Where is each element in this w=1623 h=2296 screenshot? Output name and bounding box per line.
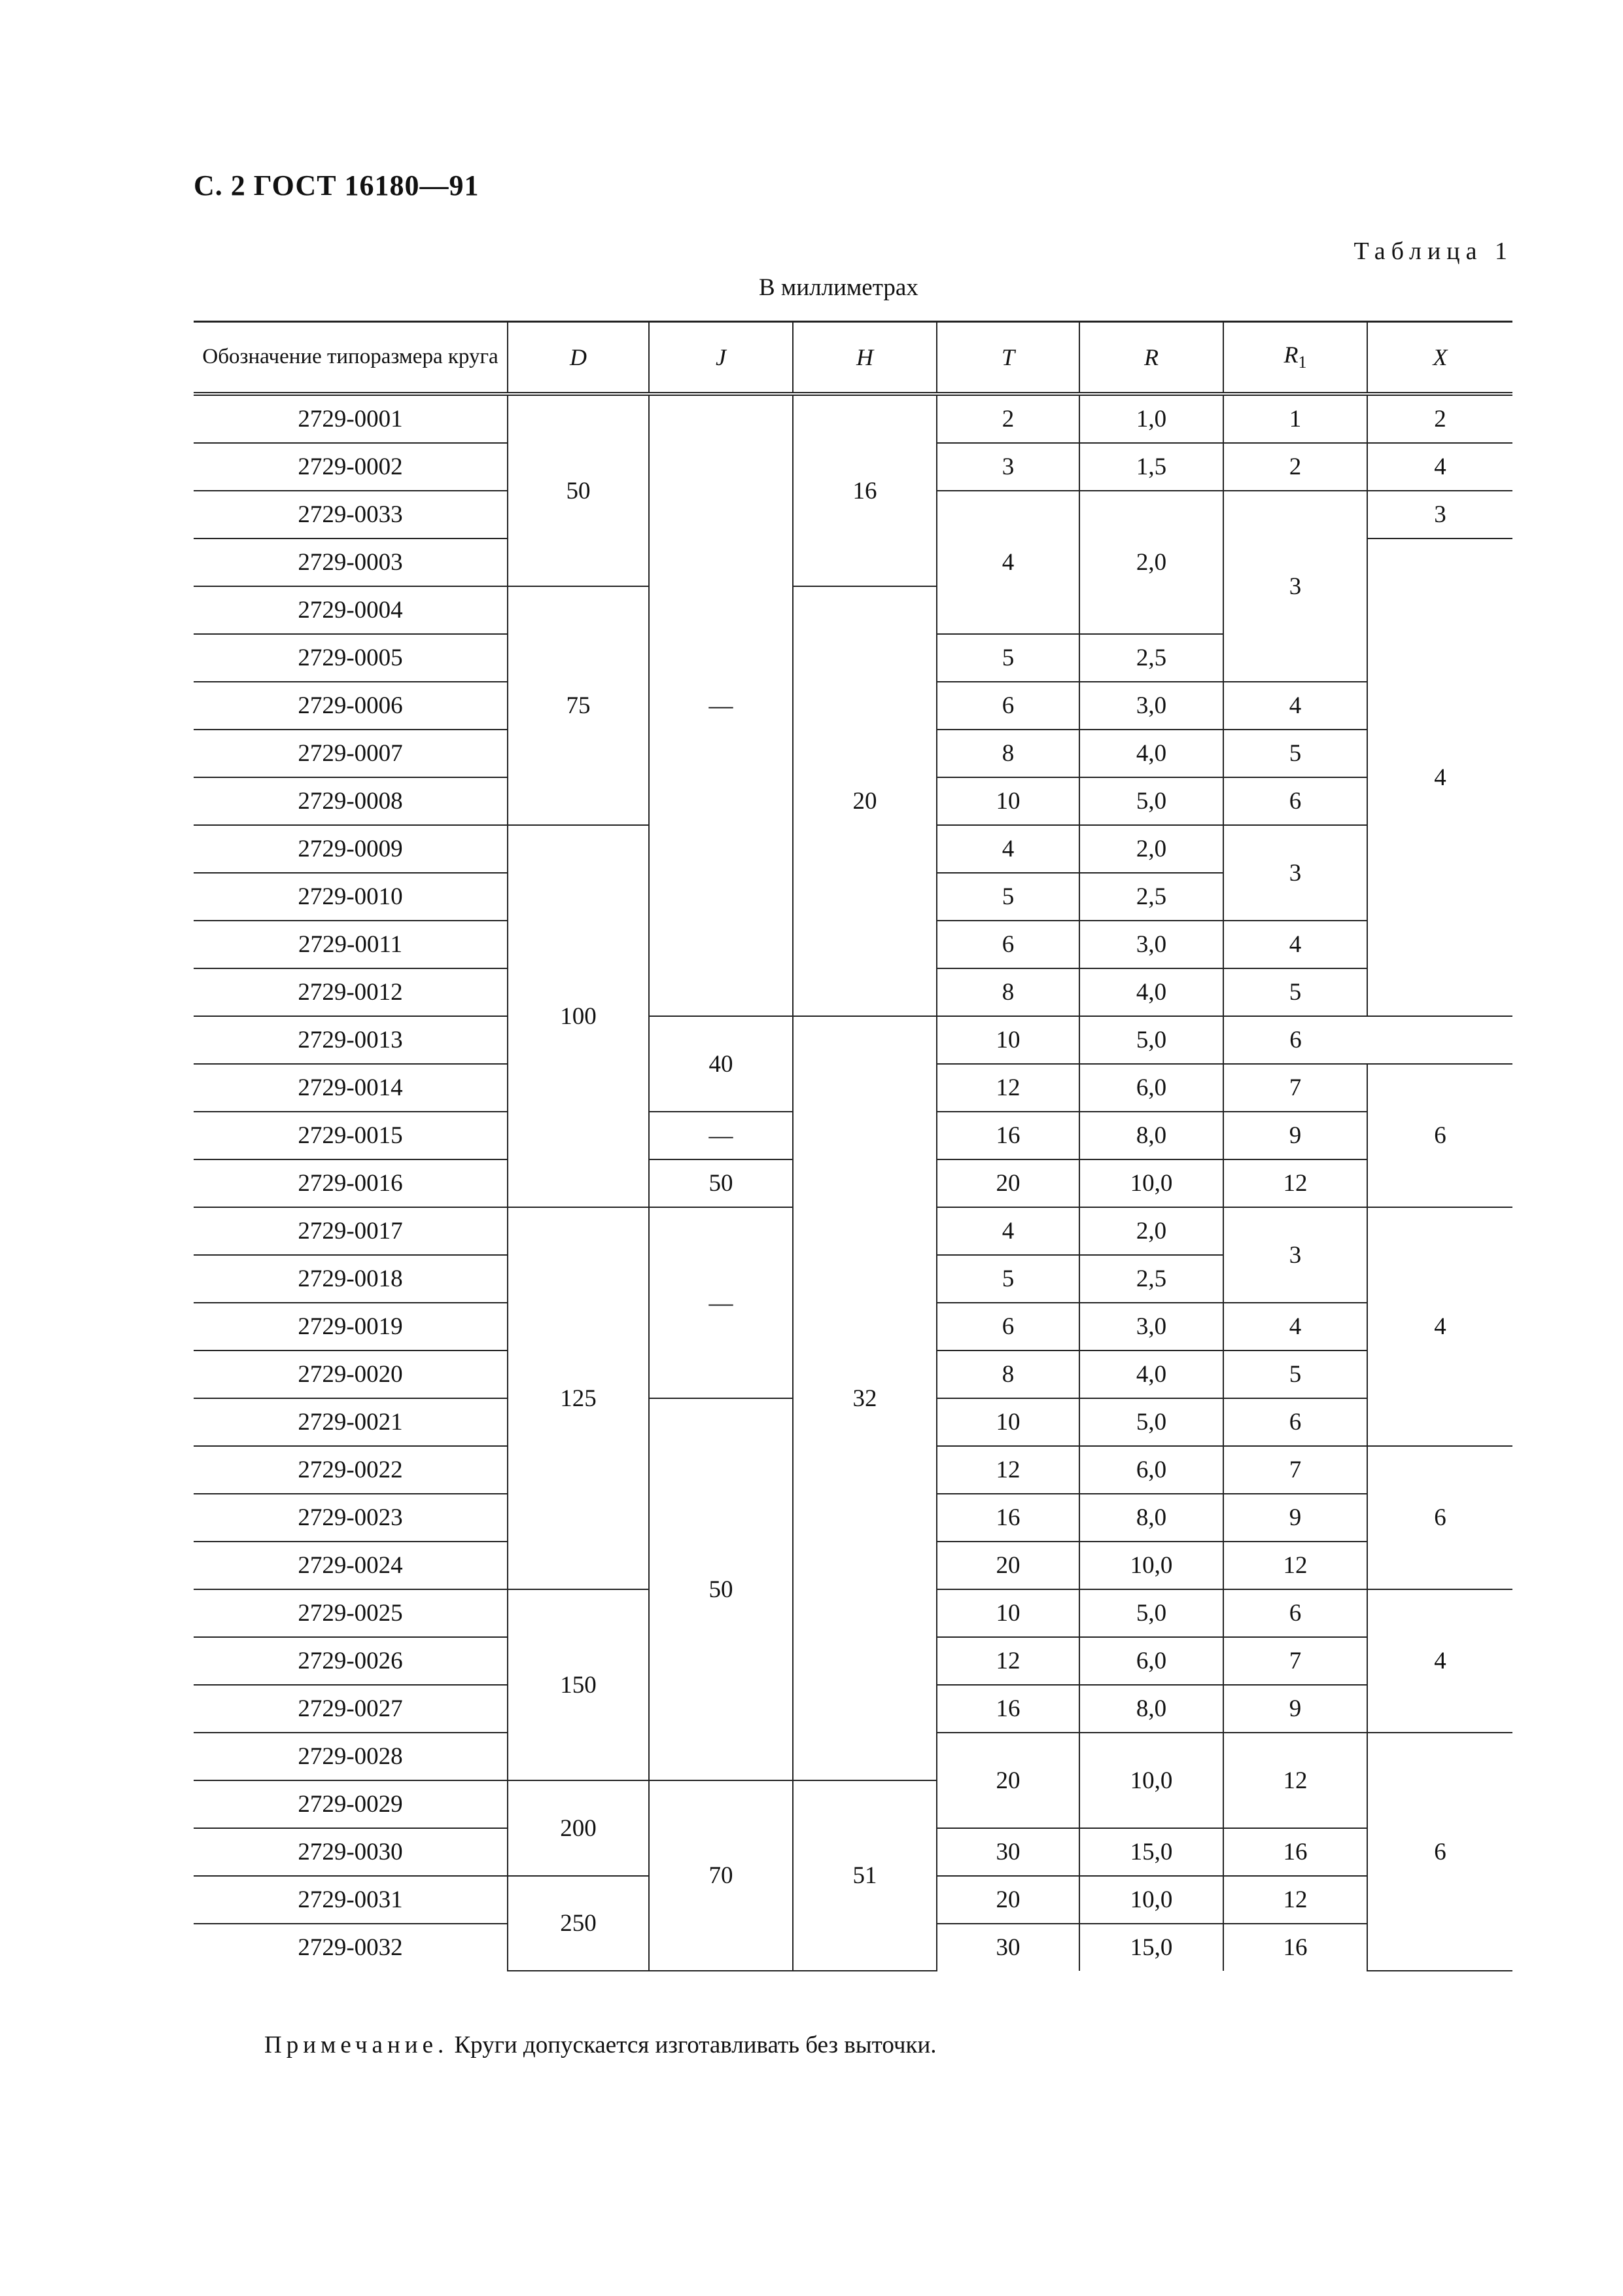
t-cell: 2: [937, 394, 1079, 443]
r1-cell: 6: [1223, 1398, 1367, 1446]
r-cell: 10,0: [1079, 1733, 1223, 1828]
t-cell: 8: [937, 1351, 1079, 1398]
t-cell: 8: [937, 968, 1079, 1016]
r-cell: 4,0: [1079, 1351, 1223, 1398]
j-cell: 70: [649, 1780, 793, 1971]
r-cell: 4,0: [1079, 730, 1223, 777]
r1-cell: 12: [1223, 1542, 1367, 1589]
t-cell: 10: [937, 777, 1079, 825]
j-cell: 40: [649, 1016, 793, 1112]
r1-header-base: R: [1283, 342, 1299, 368]
r-cell: 2,0: [1079, 1207, 1223, 1255]
r-cell: 2,5: [1079, 1255, 1223, 1303]
designation-cell: 2729-0004: [194, 586, 508, 634]
designation-cell: 2729-0013: [194, 1016, 508, 1064]
x-cell: 6: [1367, 1733, 1512, 1971]
designation-cell: 2729-0025: [194, 1589, 508, 1637]
r1-cell: 16: [1223, 1828, 1367, 1876]
r-cell: 8,0: [1079, 1112, 1223, 1159]
h-cell: 20: [793, 586, 937, 1016]
designation-cell: 2729-0014: [194, 1064, 508, 1112]
table-header-row: [194, 322, 1512, 395]
r-cell: 2,0: [1079, 825, 1223, 873]
t-cell: 10: [937, 1398, 1079, 1446]
t-cell: 16: [937, 1112, 1079, 1159]
r-cell: 8,0: [1079, 1685, 1223, 1733]
designation-cell: 2729-0029: [194, 1780, 508, 1828]
designation-cell: 2729-0026: [194, 1637, 508, 1685]
note-label: Примечание.: [264, 2032, 449, 2058]
designation-cell: 2729-0010: [194, 873, 508, 921]
t-cell: 6: [937, 921, 1079, 968]
r1-cell: 7: [1223, 1446, 1367, 1494]
r-cell: 3,0: [1079, 682, 1223, 730]
t-cell: 5: [937, 634, 1079, 682]
x-cell: 4: [1367, 539, 1512, 1016]
r-cell: 6,0: [1079, 1446, 1223, 1494]
r1-header-subscript: 1: [1298, 353, 1307, 372]
r-cell: 5,0: [1079, 1589, 1223, 1637]
designation-cell: 2729-0020: [194, 1351, 508, 1398]
h-cell: 51: [793, 1780, 937, 1971]
r1-cell: 2: [1223, 443, 1367, 491]
t-cell: 10: [937, 1016, 1079, 1064]
t-cell: 20: [937, 1733, 1079, 1828]
table-caption: Таблица 1: [1353, 238, 1513, 265]
r1-cell: 3: [1223, 1207, 1367, 1303]
r-cell: 15,0: [1079, 1828, 1223, 1876]
table-note: [264, 2031, 937, 2059]
r-cell: 5,0: [1079, 1016, 1223, 1064]
r1-cell: 16: [1223, 1924, 1367, 1971]
r1-cell: 5: [1223, 968, 1367, 1016]
r-cell: 8,0: [1079, 1494, 1223, 1542]
r-cell: 2,5: [1079, 873, 1223, 921]
x-cell: 6: [1367, 1064, 1512, 1207]
designation-cell: 2729-0007: [194, 730, 508, 777]
r1-cell: 3: [1223, 825, 1367, 921]
units-label: В миллиметрах: [759, 274, 918, 301]
header-x: X: [1367, 322, 1512, 395]
x-cell: 4: [1367, 1207, 1512, 1446]
designation-cell: 2729-0028: [194, 1733, 508, 1780]
r-cell: 3,0: [1079, 1303, 1223, 1351]
j-cell: 50: [649, 1159, 793, 1207]
designation-cell: 2729-0015: [194, 1112, 508, 1159]
table-row: [194, 394, 1512, 443]
t-cell: 20: [937, 1159, 1079, 1207]
r1-cell: 5: [1223, 730, 1367, 777]
t-cell: 5: [937, 873, 1079, 921]
designation-cell: 2729-0017: [194, 1207, 508, 1255]
j-cell: —: [649, 394, 793, 1016]
designation-cell: 2729-0009: [194, 825, 508, 873]
r-cell: 5,0: [1079, 1398, 1223, 1446]
header-r1: [1223, 322, 1367, 395]
t-cell: 16: [937, 1494, 1079, 1542]
designation-cell: 2729-0012: [194, 968, 508, 1016]
t-cell: 30: [937, 1828, 1079, 1876]
r-cell: 10,0: [1079, 1542, 1223, 1589]
t-cell: 6: [937, 1303, 1079, 1351]
j-cell: —: [649, 1112, 793, 1159]
r1-cell: 6: [1223, 1016, 1367, 1064]
r1-cell: 1: [1223, 394, 1367, 443]
d-cell: 150: [508, 1589, 649, 1780]
designation-cell: 2729-0033: [194, 491, 508, 539]
r1-cell: 7: [1223, 1064, 1367, 1112]
dimensions-table: [194, 321, 1512, 1971]
designation-cell: 2729-0008: [194, 777, 508, 825]
header-d: D: [508, 322, 649, 395]
header-t: T: [937, 322, 1079, 395]
note-text: Круги допускается изготавливать без выточки.: [448, 2032, 937, 2058]
t-cell: 20: [937, 1876, 1079, 1924]
designation-cell: 2729-0024: [194, 1542, 508, 1589]
r1-cell: 12: [1223, 1876, 1367, 1924]
d-cell: 125: [508, 1207, 649, 1589]
t-cell: 4: [937, 1207, 1079, 1255]
d-cell: 250: [508, 1876, 649, 1971]
table-row: [194, 1016, 1512, 1064]
t-cell: 12: [937, 1637, 1079, 1685]
header-r: R: [1079, 322, 1223, 395]
t-cell: 10: [937, 1589, 1079, 1637]
t-cell: 5: [937, 1255, 1079, 1303]
d-cell: 200: [508, 1780, 649, 1876]
designation-cell: 2729-0031: [194, 1876, 508, 1924]
d-cell: 50: [508, 394, 649, 586]
x-cell: 4: [1367, 1589, 1512, 1733]
designation-cell: 2729-0021: [194, 1398, 508, 1446]
j-cell: —: [649, 1207, 793, 1398]
t-cell: 3: [937, 443, 1079, 491]
header-h: H: [793, 322, 937, 395]
header-j: J: [649, 322, 793, 395]
designation-cell: 2729-0005: [194, 634, 508, 682]
r-cell: 6,0: [1079, 1637, 1223, 1685]
r1-cell: 4: [1223, 682, 1367, 730]
r-cell: 5,0: [1079, 777, 1223, 825]
designation-cell: 2729-0030: [194, 1828, 508, 1876]
r-cell: 15,0: [1079, 1924, 1223, 1971]
designation-cell: 2729-0032: [194, 1924, 508, 1971]
t-cell: 16: [937, 1685, 1079, 1733]
x-cell: 6: [1367, 1446, 1512, 1589]
h-cell: 32: [793, 1016, 937, 1780]
page-header: С. 2 ГОСТ 16180—91: [194, 169, 480, 202]
r1-cell: 12: [1223, 1159, 1367, 1207]
x-cell: 2: [1367, 394, 1512, 443]
r1-cell: 9: [1223, 1494, 1367, 1542]
header-designation: Обозначение типоразмера круга: [194, 322, 508, 395]
r-cell: 1,5: [1079, 443, 1223, 491]
r1-cell: 6: [1223, 1589, 1367, 1637]
t-cell: 4: [937, 825, 1079, 873]
designation-cell: 2729-0002: [194, 443, 508, 491]
designation-cell: 2729-0022: [194, 1446, 508, 1494]
r-cell: 2,5: [1079, 634, 1223, 682]
t-cell: 6: [937, 682, 1079, 730]
r1-cell: 7: [1223, 1637, 1367, 1685]
t-cell: 20: [937, 1542, 1079, 1589]
t-cell: 4: [937, 491, 1079, 634]
designation-cell: 2729-0027: [194, 1685, 508, 1733]
r-cell: 10,0: [1079, 1159, 1223, 1207]
j-cell: 50: [649, 1398, 793, 1780]
r1-cell: 4: [1223, 1303, 1367, 1351]
x-cell: 4: [1367, 443, 1512, 491]
h-cell: 16: [793, 394, 937, 586]
t-cell: 30: [937, 1924, 1079, 1971]
t-cell: 12: [937, 1064, 1079, 1112]
r1-cell: 12: [1223, 1733, 1367, 1828]
designation-cell: 2729-0003: [194, 539, 508, 586]
r-cell: 6,0: [1079, 1064, 1223, 1112]
designation-cell: 2729-0001: [194, 394, 508, 443]
r-cell: 10,0: [1079, 1876, 1223, 1924]
designation-cell: 2729-0011: [194, 921, 508, 968]
x-cell: 3: [1367, 491, 1512, 539]
t-cell: 12: [937, 1446, 1079, 1494]
r1-cell: 3: [1223, 491, 1367, 682]
r-cell: 1,0: [1079, 394, 1223, 443]
d-cell: 100: [508, 825, 649, 1207]
r1-cell: 6: [1223, 777, 1367, 825]
r1-cell: 9: [1223, 1685, 1367, 1733]
d-cell: 75: [508, 586, 649, 825]
designation-cell: 2729-0019: [194, 1303, 508, 1351]
designation-cell: 2729-0016: [194, 1159, 508, 1207]
r-cell: 3,0: [1079, 921, 1223, 968]
t-cell: 8: [937, 730, 1079, 777]
r1-cell: 5: [1223, 1351, 1367, 1398]
r-cell: 4,0: [1079, 968, 1223, 1016]
r1-cell: 4: [1223, 921, 1367, 968]
designation-cell: 2729-0006: [194, 682, 508, 730]
designation-cell: 2729-0018: [194, 1255, 508, 1303]
r1-cell: 9: [1223, 1112, 1367, 1159]
designation-cell: 2729-0023: [194, 1494, 508, 1542]
r-cell: 2,0: [1079, 491, 1223, 634]
